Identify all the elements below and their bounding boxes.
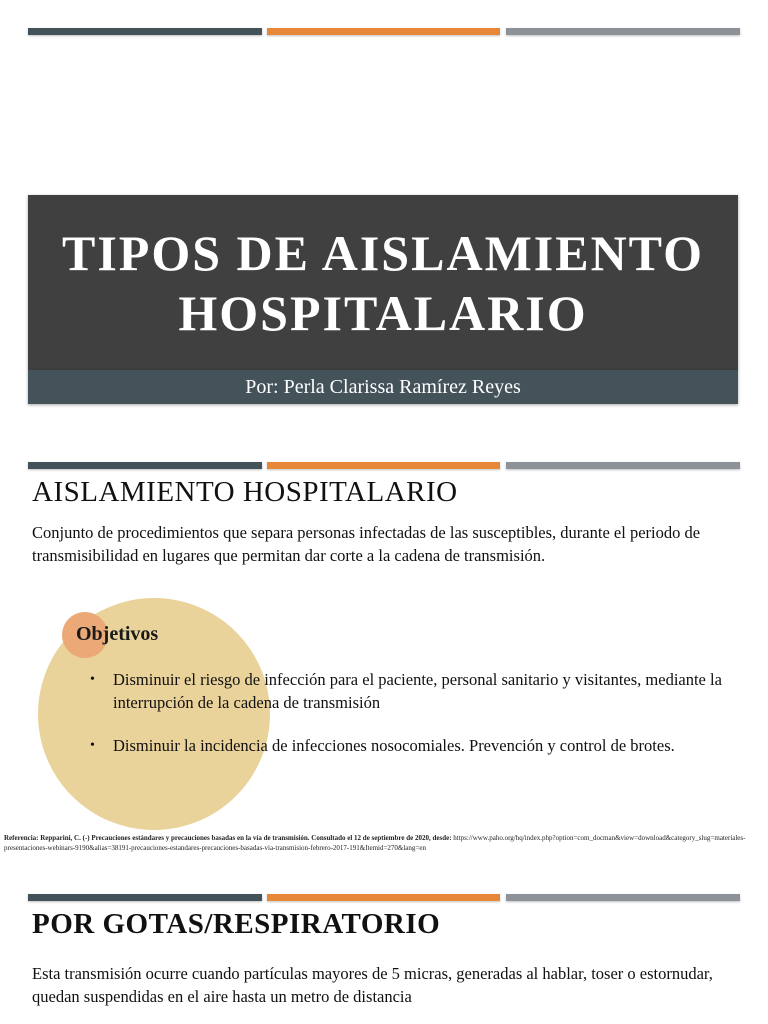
objectives-list <box>90 668 730 757</box>
objective-text: Disminuir el riesgo de infección para el paciente, personal sanitario y visitantes, mediante la interrupción de la cadena de transmisión <box>113 670 722 712</box>
accent-bar-dark <box>28 28 262 35</box>
reference-citation: Referencia: Repparini, C. (-) Precauciones estándares y precauciones basadas en la vía de transmisión. Consultado el 12 de septiembre de 2020, desde: <box>4 834 452 842</box>
droplet-transmission-text: Esta transmisión ocurre cuando partículas mayores de 5 micras, generadas al hablar, toser o estornudar, quedan suspendidas en el aire hasta un metro de distancia <box>32 964 713 1006</box>
reference-note <box>4 833 764 853</box>
author-subtitle: Por: Perla Clarissa Ramírez Reyes <box>245 375 521 398</box>
accent-bar-gray <box>506 894 740 901</box>
list-item <box>90 668 730 714</box>
accent-bar-orange <box>267 462 500 469</box>
accent-bar-gray <box>506 462 740 469</box>
reference-link[interactable]: https://www.paho.org/hq/index.php?option=com_docman&view=download&category_slug=materiales-presentaciones-webinars-9190&alias=38191-precauciones-estandares-precauciones-basadas-via-transmision-febrero-2017-191&Itemid=270&lang=en <box>4 834 746 852</box>
accent-bar-dark <box>28 894 262 901</box>
accent-bar-dark <box>28 462 262 469</box>
presentation-title: TIPOS DE AISLAMIENTO HOSPITALARIO <box>61 224 705 341</box>
bullet-icon: • <box>90 672 95 687</box>
slide2-heading: AISLAMIENTO HOSPITALARIO <box>32 476 458 508</box>
accent-bars-top <box>28 28 740 35</box>
slide3-heading: POR GOTAS/RESPIRATORIO <box>32 908 441 940</box>
accent-bars-slide3 <box>28 894 740 901</box>
definition-text: Conjunto de procedimientos que separa personas infectadas de las susceptibles, durante el periodo de transmisibilidad en lugares que permitan dar corte a la cadena de transmisión. <box>32 523 701 565</box>
list-item <box>90 734 730 757</box>
bullet-icon: • <box>90 738 95 753</box>
objective-text: Disminuir la incidencia de infecciones nosocomiales. Prevención y control de brotes. <box>113 736 675 755</box>
accent-bars-slide2 <box>28 462 740 469</box>
subtitle-banner <box>28 370 738 404</box>
accent-bar-gray <box>506 28 740 35</box>
accent-bar-orange <box>267 28 500 35</box>
accent-bar-orange <box>267 894 500 901</box>
objectives-title: Objetivos <box>76 623 159 645</box>
title-banner <box>28 195 738 370</box>
